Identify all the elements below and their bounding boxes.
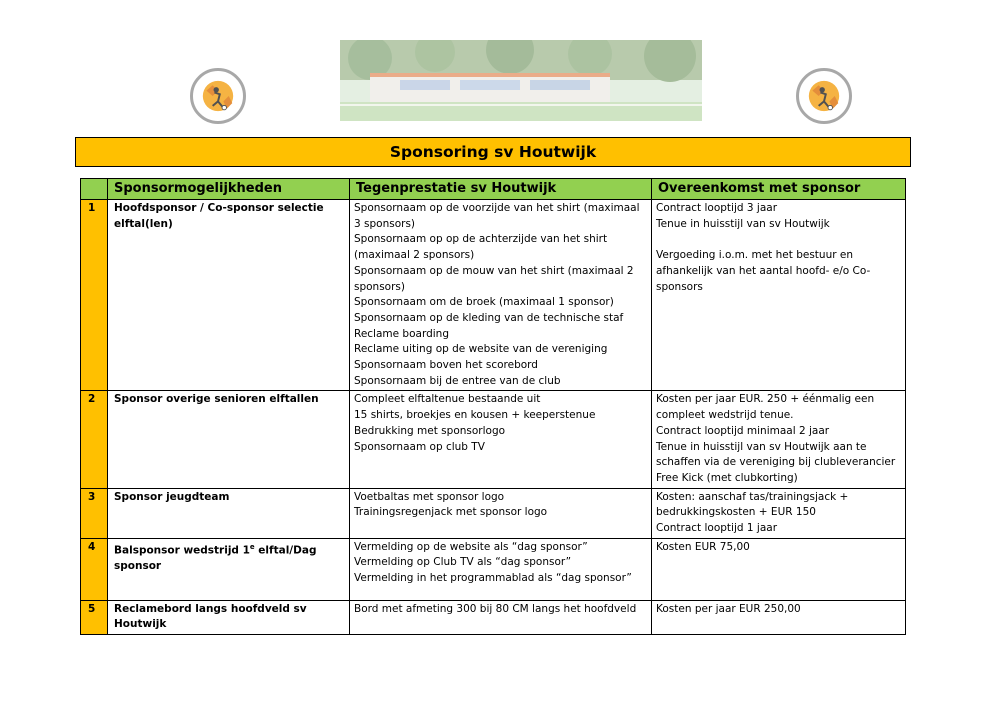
overeenkomst-cell xyxy=(652,391,906,488)
tegenprestatie-cell xyxy=(350,200,652,391)
table-row xyxy=(81,538,906,600)
tegenprestatie-item: Voetbaltas met sponsor logo xyxy=(354,490,505,503)
overeenkomst-cell xyxy=(652,200,906,391)
overeenkomst-item: Kosten per jaar EUR 250,00 xyxy=(656,602,801,615)
tegenprestatie-item: Sponsornaam op de mouw van het shirt (maximaal 2 sponsors) xyxy=(354,264,634,293)
sponsor-option: Hoofdsponsor / Co-sponsor selectie elftal(len) xyxy=(108,200,350,391)
table-row xyxy=(81,391,906,488)
table-row xyxy=(81,488,906,538)
overeenkomst-item: Tenue in huisstijl van sv Houtwijk aan te schaffen via de vereniging bij clubleverancier Free Kick (met clubkorting) xyxy=(656,440,896,484)
table-row xyxy=(81,200,906,391)
tegenprestatie-item: Sponsornaam om de broek (maximaal 1 sponsor) xyxy=(354,296,614,309)
row-number: 1 xyxy=(81,200,108,391)
overeenkomst-item: Kosten EUR 75,00 xyxy=(656,540,750,553)
club-logo-left xyxy=(190,68,246,124)
tegenprestatie-item: 15 shirts, broekjes en kousen + keeperstenue xyxy=(354,409,596,422)
row-number: 4 xyxy=(81,538,108,600)
overeenkomst-cell xyxy=(652,600,906,634)
tegenprestatie-item: Trainingsregenjack met sponsor logo xyxy=(354,506,548,519)
sponsor-option: Reclamebord langs hoofdveld sv Houtwijk xyxy=(108,600,350,634)
tegenprestatie-item: Bord met afmeting 300 bij 80 CM langs het hoofdveld xyxy=(354,602,637,615)
tegenprestatie-item: Bedrukking met sponsorlogo xyxy=(354,424,506,437)
tegenprestatie-item: Reclame boarding xyxy=(354,327,449,340)
tegenprestatie-item: Sponsornaam op de voorzijde van het shirt (maximaal 3 sponsors) xyxy=(354,202,640,230)
overeenkomst-item: Vergoeding i.o.m. met het bestuur en afhankelijk van het aantal hoofd- e/o Co-sponsors xyxy=(656,249,871,293)
club-logo-right xyxy=(796,68,852,124)
overeenkomst-cell xyxy=(652,488,906,538)
row-number: 3 xyxy=(81,488,108,538)
header-overeenkomst: Overeenkomst met sponsor xyxy=(652,179,906,200)
tegenprestatie-item: Sponsornaam bij de entree van de club xyxy=(354,374,561,387)
overeenkomst-item: Tenue in huisstijl van sv Houtwijk xyxy=(656,217,830,230)
overeenkomst-item: Contract looptijd minimaal 2 jaar xyxy=(656,424,830,437)
tegenprestatie-item: Reclame uiting op de website van de vereniging xyxy=(354,343,608,356)
sponsor-option: Sponsor jeugdteam xyxy=(108,488,350,538)
overeenkomst-item: Contract looptijd 3 jaar xyxy=(656,202,778,214)
tegenprestatie-item: Sponsornaam op op de achterzijde van het shirt (maximaal 2 sponsors) xyxy=(354,233,608,262)
tegenprestatie-cell xyxy=(350,600,652,634)
row-number: 5 xyxy=(81,600,108,634)
tegenprestatie-item: Vermelding op de website als “dag sponsor” xyxy=(354,540,588,553)
header-tegenprestatie: Tegenprestatie sv Houtwijk xyxy=(350,179,652,200)
page-title: Sponsoring sv Houtwijk xyxy=(75,137,911,167)
overeenkomst-item: Kosten: aanschaf tas/trainingsjack + bedrukkingskosten + EUR 150 xyxy=(656,490,849,519)
header-sponsormogelijkheden: Sponsormogelijkheden xyxy=(108,179,350,200)
overeenkomst-cell xyxy=(652,538,906,600)
table-header-row xyxy=(81,179,906,200)
sponsor-option: Sponsor overige senioren elftallen xyxy=(108,391,350,488)
header-number xyxy=(81,179,108,200)
tegenprestatie-item: Sponsornaam op club TV xyxy=(354,440,485,453)
tegenprestatie-item: Compleet elftaltenue bestaande uit xyxy=(354,393,541,406)
tegenprestatie-cell xyxy=(350,488,652,538)
overeenkomst-spacer xyxy=(656,232,901,248)
overeenkomst-item: Kosten per jaar EUR. 250 + éénmalig een compleet wedstrijd tenue. xyxy=(656,393,875,422)
tegenprestatie-item: Vermelding op Club TV als “dag sponsor” xyxy=(354,556,572,569)
sponsor-option-text: Balsponsor wedstrijd 1 xyxy=(114,544,250,557)
sponsor-option xyxy=(108,538,350,600)
sponsoring-table xyxy=(80,178,906,635)
ordinal-suffix: e xyxy=(249,542,255,551)
sponsor-option-text-rest: elftal/Dag sponsor xyxy=(114,544,317,572)
tegenprestatie-item: Sponsornaam op de kleding van de technische staf xyxy=(354,311,624,324)
row-number: 2 xyxy=(81,391,108,488)
tegenprestatie-cell xyxy=(350,538,652,600)
overeenkomst-item: Contract looptijd 1 jaar xyxy=(656,522,778,535)
table-row xyxy=(81,600,906,634)
tegenprestatie-item: Sponsornaam boven het scorebord xyxy=(354,359,538,372)
clubhouse-photo xyxy=(340,40,702,121)
tegenprestatie-cell xyxy=(350,391,652,488)
tegenprestatie-item: Vermelding in het programmablad als “dag sponsor” xyxy=(354,572,632,585)
